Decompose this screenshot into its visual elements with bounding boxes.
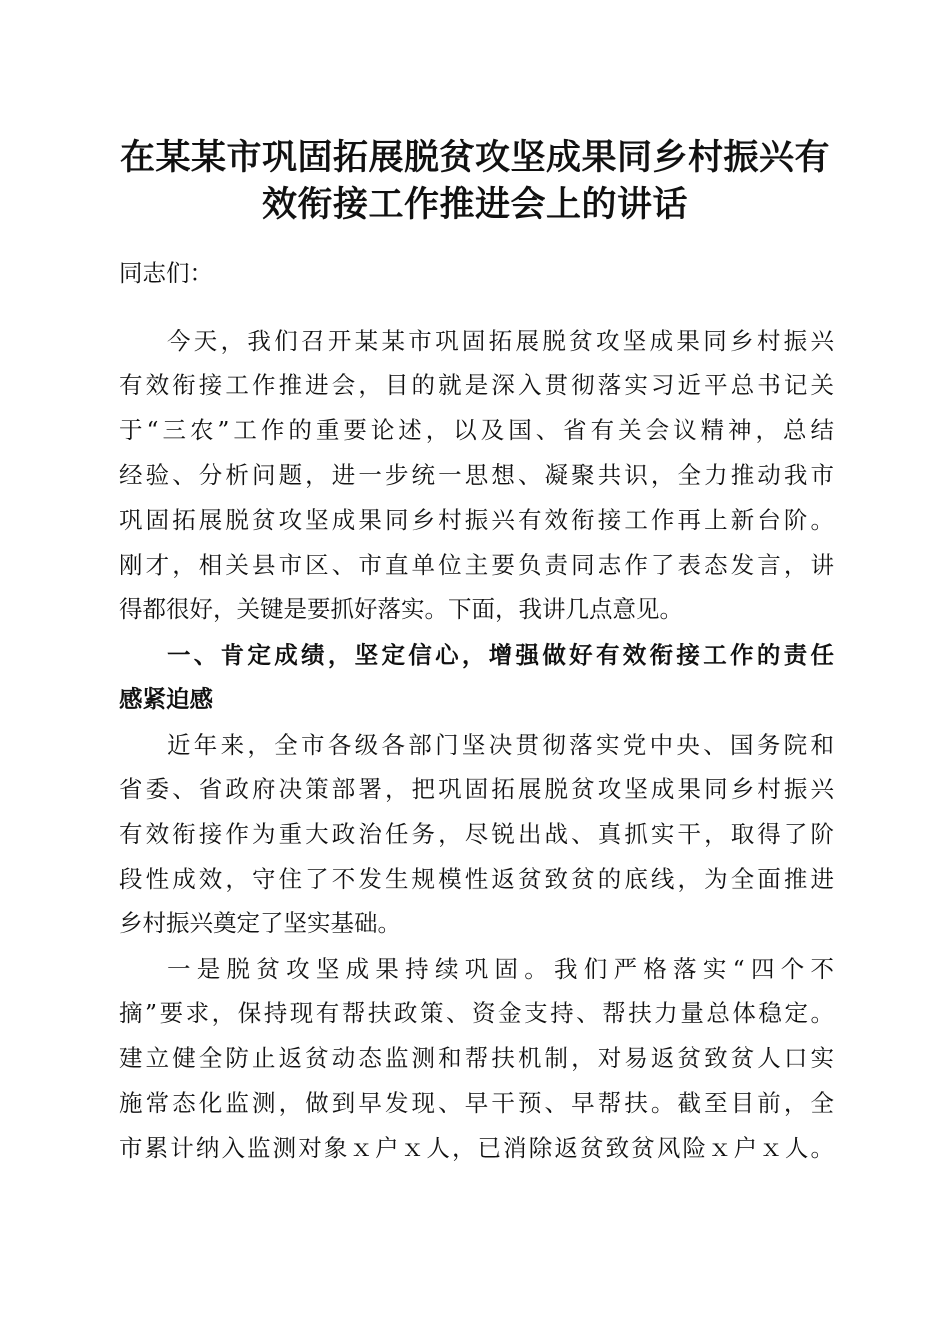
document-title-line-1: 在某某市巩固拓展脱贫攻坚成果同乡村振兴有: [119, 137, 830, 178]
paragraph-1-line: 有效衔接工作推进会，目的就是深入贯彻落实习近平总书记关: [119, 371, 834, 399]
paragraph-1-line: 巩固拓展脱贫攻坚成果同乡村振兴有效衔接工作再上新台阶。: [119, 506, 834, 534]
paragraph-2-line: 乡村振兴奠定了坚实基础。: [119, 909, 401, 937]
section-heading-line: 感紧迫感: [119, 685, 213, 713]
paragraph-3-line: 建立健全防止返贫动态监测和帮扶机制，对易返贫致贫人口实: [119, 1044, 834, 1072]
paragraph-3-line: 市累计纳入监测对象ｘ户ｘ人，已消除返贫致贫风险ｘ户ｘ人。: [119, 1134, 834, 1162]
paragraph-2-line: 近年来，全市各级各部门坚决贯彻落实党中央、国务院和: [167, 731, 834, 759]
paragraph-2-line: 省委、省政府决策部署，把巩固拓展脱贫攻坚成果同乡村振兴: [119, 775, 834, 803]
section-heading-line: 一、肯定成绩，坚定信心，增强做好有效衔接工作的责任: [167, 641, 834, 669]
document-title-line-2: 效衔接工作推进会上的讲话: [261, 184, 688, 225]
salutation: 同志们：: [119, 259, 213, 287]
paragraph-1-line: 今天，我们召开某某市巩固拓展脱贫攻坚成果同乡村振兴: [167, 327, 834, 355]
paragraph-1-line: 刚才，相关县市区、市直单位主要负责同志作了表态发言，讲: [119, 551, 834, 579]
paragraph-2-line: 有效衔接作为重大政治任务，尽锐出战、真抓实干，取得了阶: [119, 820, 834, 848]
paragraph-1-line: 于“三农”工作的重要论述，以及国、省有关会议精神，总结: [119, 416, 834, 444]
paragraph-3-line: 施常态化监测，做到早发现、早干预、早帮扶。截至目前，全: [119, 1089, 834, 1117]
paragraph-3-line: 一是脱贫攻坚成果持续巩固。我们严格落实“四个不: [167, 955, 834, 983]
paragraph-3-line: 摘”要求，保持现有帮扶政策、资金支持、帮扶力量总体稳定。: [119, 999, 834, 1027]
paragraph-2-line: 段性成效，守住了不发生规模性返贫致贫的底线，为全面推进: [119, 865, 834, 893]
paragraph-1-line: 经验、分析问题，进一步统一思想、凝聚共识，全力推动我市: [119, 461, 834, 489]
paragraph-1-line: 得都很好，关键是要抓好落实。下面，我讲几点意见。: [119, 595, 683, 623]
